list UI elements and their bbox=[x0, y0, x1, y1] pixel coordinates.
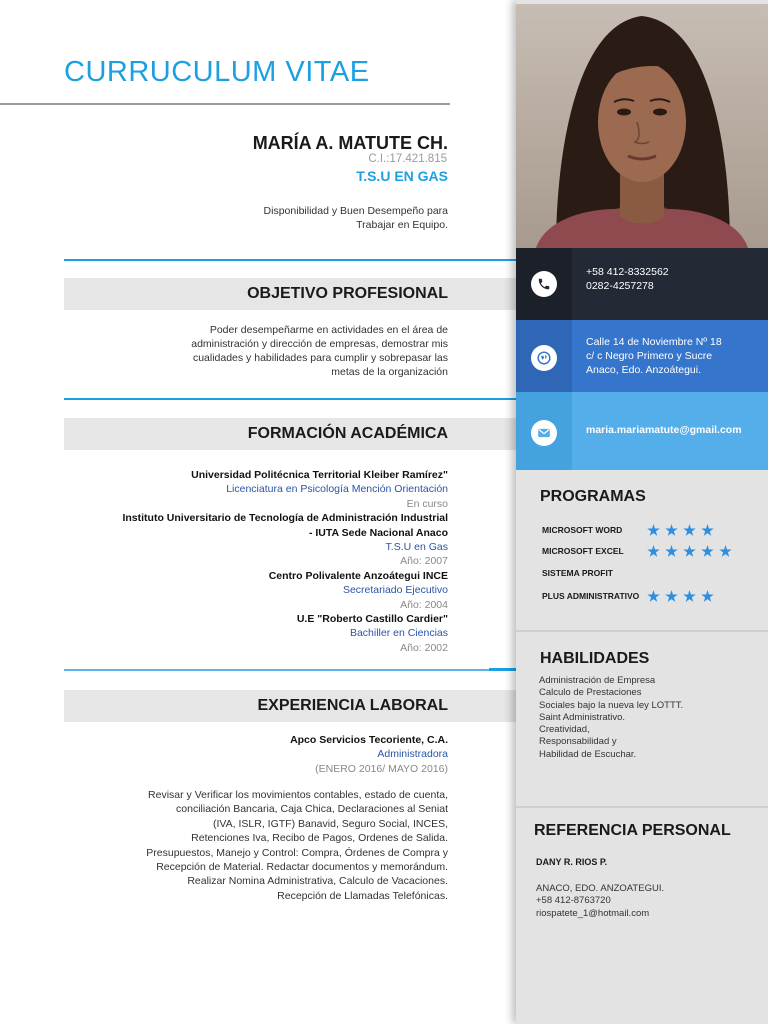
portrait-illustration bbox=[516, 4, 768, 248]
star-icon bbox=[665, 590, 678, 603]
skill-line: Creatividad, bbox=[539, 724, 590, 736]
experience-line: Retenciones Iva, Recibo de Pagos, Ordenes de Salida. bbox=[191, 832, 448, 845]
education-entry bbox=[48, 612, 448, 655]
contact-address-text bbox=[586, 335, 722, 378]
star-icon bbox=[665, 524, 678, 537]
contact-tab bbox=[516, 320, 572, 392]
section-divider-accent bbox=[489, 668, 516, 671]
contact-tab bbox=[516, 248, 572, 320]
email-link[interactable]: maria.mariamatute@gmail.com bbox=[586, 424, 742, 436]
skill-line: Administración de Empresa bbox=[539, 675, 656, 686]
objective-text bbox=[128, 323, 448, 379]
reference-name: DANY R. RIOS P. bbox=[536, 857, 608, 867]
experience-period: (ENERO 2016/ MAYO 2016) bbox=[315, 762, 448, 775]
cv-title: CURRUCULUM VITAE bbox=[64, 56, 370, 88]
education-note: Año: 2007 bbox=[400, 555, 448, 568]
phone-icon bbox=[531, 271, 557, 297]
education-entry bbox=[48, 468, 448, 511]
contact-email bbox=[516, 392, 768, 470]
star-icon bbox=[647, 524, 660, 537]
program-row bbox=[542, 542, 762, 562]
title-divider bbox=[0, 103, 450, 105]
education-note: Año: 2002 bbox=[400, 641, 448, 654]
star-icon bbox=[701, 590, 714, 603]
experience-line: conciliación Bancaria, Caja Chica, Declaraciones al Seniat bbox=[176, 803, 448, 816]
objective-heading: OBJETIVO PROFESIONAL bbox=[64, 278, 516, 310]
education-program: T.S.U en Gas bbox=[385, 541, 448, 554]
education-program: Bachiller en Ciencias bbox=[349, 627, 448, 640]
skill-line: Responsabilidad y bbox=[539, 736, 617, 748]
contact-tab bbox=[516, 392, 572, 470]
sidebar-divider bbox=[516, 806, 768, 808]
skill-line: Sociales bajo la nueva ley LOTTT. bbox=[539, 699, 684, 711]
section-divider bbox=[64, 259, 516, 261]
star-icon bbox=[647, 590, 660, 603]
experience-line: Revisar y Verificar los movimientos contables, estado de cuenta, bbox=[148, 789, 448, 801]
section-divider bbox=[64, 669, 489, 671]
star-icon bbox=[719, 545, 732, 558]
education-institution: Instituto Universitario de Tecnología de Administración Industrial bbox=[122, 512, 448, 525]
envelope-icon bbox=[531, 420, 557, 446]
experience-line: Realizar Nomina Administrativa, Calculo de Vacaciones. bbox=[187, 875, 448, 888]
star-icon bbox=[701, 524, 714, 537]
education-program: Licenciatura en Psicología Mención Orientación bbox=[226, 483, 448, 496]
objective-line: cualidades y habilidades para cumplir y sobrepasar las bbox=[192, 352, 448, 364]
skill-line: Calculo de Prestaciones bbox=[539, 687, 642, 699]
education-note: En curso bbox=[406, 497, 448, 510]
program-row bbox=[542, 564, 762, 584]
program-name: PLUS ADMINISTRATIVO bbox=[542, 591, 640, 601]
experience-role: Administradora bbox=[377, 748, 448, 761]
program-name: MICROSOFT EXCEL bbox=[542, 546, 624, 556]
address-line: Anaco, Edo. Anzoátegui. bbox=[586, 364, 702, 377]
experience-line: Recepción de Material. Redactar documentos y memorándum. bbox=[156, 861, 448, 874]
reference-line[interactable]: +58 412-8763720 bbox=[536, 895, 611, 907]
skills-list bbox=[539, 675, 759, 761]
star-icon bbox=[683, 590, 696, 603]
objective-line: metas de la organización bbox=[331, 366, 448, 378]
contact-address bbox=[516, 320, 768, 392]
contact-phone-text bbox=[586, 265, 669, 293]
education-institution: Universidad Politécnica Territorial Kleiber Ramírez" bbox=[191, 469, 448, 481]
experience-entry bbox=[88, 733, 448, 776]
education-heading: FORMACIÓN ACADÉMICA bbox=[64, 418, 516, 450]
star-icon bbox=[647, 545, 660, 558]
tagline bbox=[188, 204, 448, 232]
star-icon bbox=[701, 545, 714, 558]
program-stars bbox=[647, 521, 719, 541]
objective-line: Poder desempeñarme en actividades en el área de bbox=[209, 324, 448, 336]
star-icon bbox=[683, 545, 696, 558]
education-list bbox=[48, 468, 448, 655]
tagline-line: Disponibilidad y Buen Desempeño para bbox=[263, 205, 448, 217]
education-note: Año: 2004 bbox=[400, 598, 448, 611]
experience-company: Apco Servicios Tecoriente, C.A. bbox=[290, 734, 448, 746]
sidebar-divider bbox=[516, 630, 768, 632]
program-name: SISTEMA PROFIT bbox=[542, 568, 613, 578]
phone-line[interactable]: 0282-4257278 bbox=[586, 280, 654, 293]
skills-heading: HABILIDADES bbox=[540, 650, 650, 667]
location-icon bbox=[531, 345, 557, 371]
education-institution: - IUTA Sede Nacional Anaco bbox=[308, 526, 448, 539]
star-icon bbox=[665, 545, 678, 558]
phone-line[interactable]: +58 412-8332562 bbox=[586, 266, 669, 278]
reference-heading: REFERENCIA PERSONAL bbox=[534, 822, 731, 839]
candidate-name: MARÍA A. MATUTE CH. bbox=[252, 133, 448, 153]
education-entry bbox=[48, 569, 448, 612]
experience-description bbox=[88, 788, 448, 903]
program-row bbox=[542, 521, 762, 541]
education-institution: U.E "Roberto Castillo Cardier" bbox=[296, 613, 448, 626]
reference-line[interactable]: riospatete_1@hotmail.com bbox=[536, 907, 650, 919]
education-institution: Centro Polivalente Anzoátegui INCE bbox=[268, 569, 448, 582]
reference-details bbox=[536, 883, 664, 920]
section-divider bbox=[64, 398, 516, 400]
tagline-line: Trabajar en Equipo. bbox=[356, 219, 448, 231]
experience-line: Presupuestos, Manejo y Control: Compra, Órdenes de Compra y bbox=[146, 846, 448, 859]
program-row bbox=[542, 587, 762, 607]
address-line: c/ c Negro Primero y Sucre bbox=[586, 350, 713, 363]
skill-line: Habilidad de Escuchar. bbox=[539, 748, 637, 760]
experience-line: Recepción de Llamadas Telefónicas. bbox=[277, 889, 448, 902]
address-line: Calle 14 de Noviembre Nº 18 bbox=[586, 336, 722, 348]
education-program: Secretariado Ejecutivo bbox=[342, 584, 448, 597]
education-entry bbox=[48, 511, 448, 569]
skill-line: Saint Administrativo. bbox=[539, 711, 626, 723]
programs-heading: PROGRAMAS bbox=[540, 488, 646, 505]
program-stars bbox=[647, 587, 719, 607]
experience-line: (IVA, ISLR, IGTF) Banavid, Seguro Social, INCES, bbox=[213, 817, 448, 830]
profile-photo bbox=[516, 4, 768, 248]
experience-heading: EXPERIENCIA LABORAL bbox=[64, 690, 516, 722]
reference-line: ANACO, EDO. ANZOATEGUI. bbox=[536, 883, 665, 894]
objective-line: administración y dirección de empresas, demostrar mis bbox=[191, 338, 448, 350]
program-name: MICROSOFT WORD bbox=[542, 525, 623, 535]
star-icon bbox=[683, 524, 696, 537]
candidate-degree: T.S.U EN GAS bbox=[356, 168, 448, 184]
contact-phone bbox=[516, 248, 768, 320]
candidate-id: C.I.:17.421.815 bbox=[368, 153, 447, 165]
program-stars bbox=[647, 542, 737, 562]
